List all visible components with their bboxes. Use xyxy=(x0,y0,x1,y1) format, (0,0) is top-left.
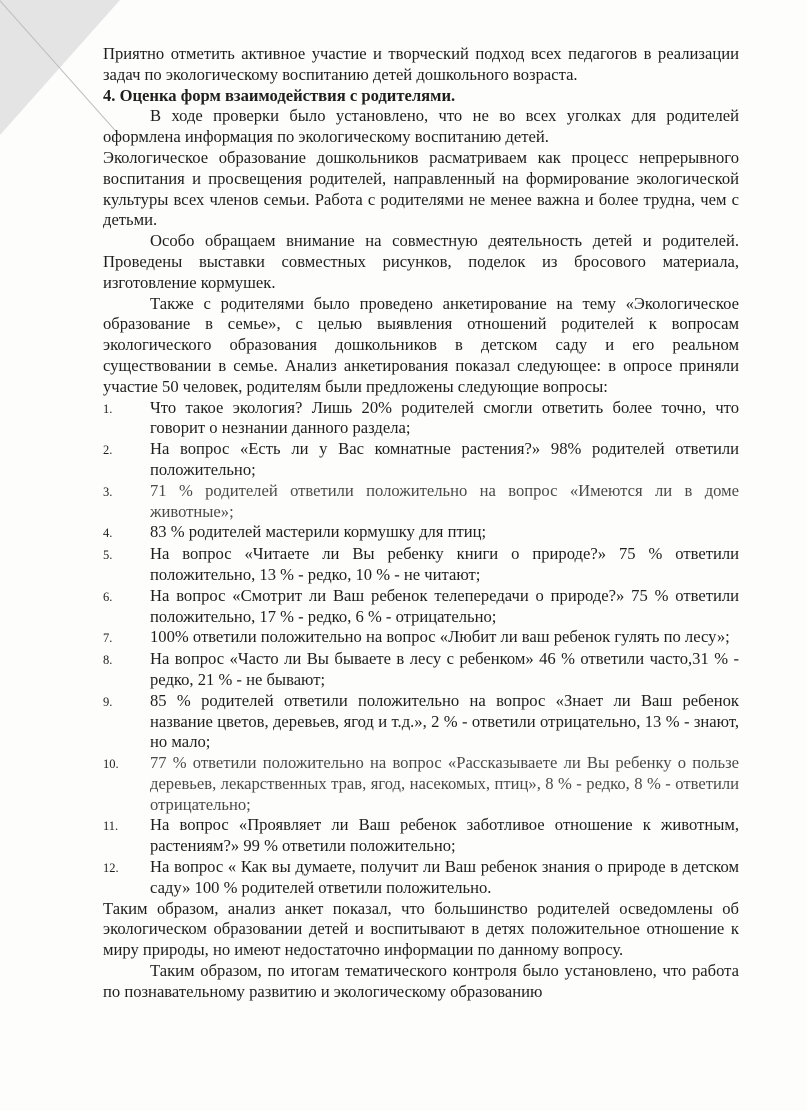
item-number: 2. xyxy=(103,443,113,458)
item-text: 77 % ответили положительно на вопрос «Рассказываете ли Вы ребенку о пользе деревьев, лекарственных трав, ягод, насекомых, птиц», 8 % - редко, 8 % - ответили отрицательно; xyxy=(150,753,739,814)
item-number: 7. xyxy=(103,631,113,646)
document-body xyxy=(103,44,739,1003)
item-number: 10. xyxy=(103,757,119,772)
item-number: 11. xyxy=(103,819,119,834)
item-number: 1. xyxy=(103,401,113,416)
list-item xyxy=(103,691,739,753)
item-text: На вопрос «Смотрит ли Ваш ребенок телепередачи о природе?» 75 % ответили положительно, 17 % - редко, 6 % - отрицательно; xyxy=(150,585,739,626)
paragraph-ecological-education: Экологическое образование дошкольников расматриваем как процесс непрерывного воспитания и просвещения родителей, направленный на формирование экологической культуры всех членов семьи. Работа с родителями не менее важна и более трудна, чем с детьми. xyxy=(103,147,739,230)
paragraph-survey: Также с родителями было проведено анкетирование на тему «Экологическое образование в семье», с целью выявления отношений родителей к вопросам экологического образования дошкольников в детском саду и его реальном существовании в семье. Анализ анкетирования показал следующее: в опросе приняли участие 50 человек, родителям были предложены следующие вопросы: xyxy=(103,293,739,396)
paragraph-survey-conclusion: Таким образом, анализ анкет показал, что большинство родителей осведомлены об экологическом образовании детей и воспитывают в детях положительное отношение к миру природы, но имеют недостаточно информации по данному вопросу. xyxy=(103,898,739,960)
list-item xyxy=(103,586,739,628)
survey-list xyxy=(103,398,739,899)
item-number: 8. xyxy=(103,653,113,668)
item-number: 12. xyxy=(103,861,119,876)
list-item xyxy=(103,398,739,440)
list-item xyxy=(103,439,739,481)
section-heading: 4. Оценка форм взаимодействия с родителями. xyxy=(103,85,456,105)
paragraph-final-conclusion: Таким образом, по итогам тематического контроля было установлено, что работа по познавательному развитию и экологическому образованию xyxy=(103,961,739,1001)
list-item xyxy=(103,753,739,815)
intro-paragraph: Приятно отметить активное участие и творческий подход всех педагогов в реализации задач по экологическому воспитанию детей дошкольного возраста. xyxy=(103,44,739,84)
item-text: На вопрос «Читаете ли Вы ребенку книги о природе?» 75 % ответили положительно, 13 % - редко, 10 % - не читают; xyxy=(150,544,739,584)
paragraph-joint-activity: Особо обращаем внимание на совместную деятельность детей и родителей. Проведены выставки совместных рисунков, поделок из бросового материала, изготовление кормушек. xyxy=(103,231,739,292)
list-item xyxy=(103,627,739,649)
item-text: На вопрос «Проявляет ли Ваш ребенок заботливое отношение к животным, растениям?» 99 % ответили положительно; xyxy=(150,815,739,856)
item-number: 9. xyxy=(103,694,113,709)
item-text: Что такое экология? Лишь 20% родителей смогли ответить более точно, что говорит о незнании данного раздела; xyxy=(150,397,739,438)
item-number: 3. xyxy=(103,484,113,499)
item-number: 5. xyxy=(103,548,113,563)
list-item xyxy=(103,857,739,899)
item-text: 71 % родителей ответили положительно на вопрос «Имеются ли в доме животные»; xyxy=(150,480,739,521)
list-item xyxy=(103,544,739,586)
list-item xyxy=(103,649,739,691)
paragraph-info-corners: В ходе проверки было установлено, что не во всех уголках для родителей оформлена информация по экологическому воспитанию детей. xyxy=(103,106,739,147)
item-text: На вопрос « Как вы думаете, получит ли Ваш ребенок знания о природе в детском саду» 100 % родителей ответили положительно. xyxy=(150,857,739,897)
item-number: 4. xyxy=(103,526,113,541)
list-item xyxy=(103,481,739,523)
item-number: 6. xyxy=(103,589,113,604)
item-text: 83 % родителей мастерили кормушку для птиц; xyxy=(150,522,487,542)
item-text: 85 % родителей ответили положительно на вопрос «Знает ли Ваш ребенок название цветов, деревьев, ягод и т.д.», 2 % - ответили отрицательно, 13 % - знают, но мало; xyxy=(150,690,739,752)
list-item xyxy=(103,522,739,544)
item-text: На вопрос «Часто ли Вы бываете в лесу с ребенком» 46 % ответили часто,31 % - редко, 21 % - не бывают; xyxy=(150,649,739,689)
list-item xyxy=(103,815,739,857)
item-text: На вопрос «Есть ли у Вас комнатные растения?» 98% родителей ответили положительно; xyxy=(150,439,739,479)
item-text: 100% ответили положительно на вопрос «Любит ли ваш ребенок гулять по лесу»; xyxy=(150,627,730,647)
